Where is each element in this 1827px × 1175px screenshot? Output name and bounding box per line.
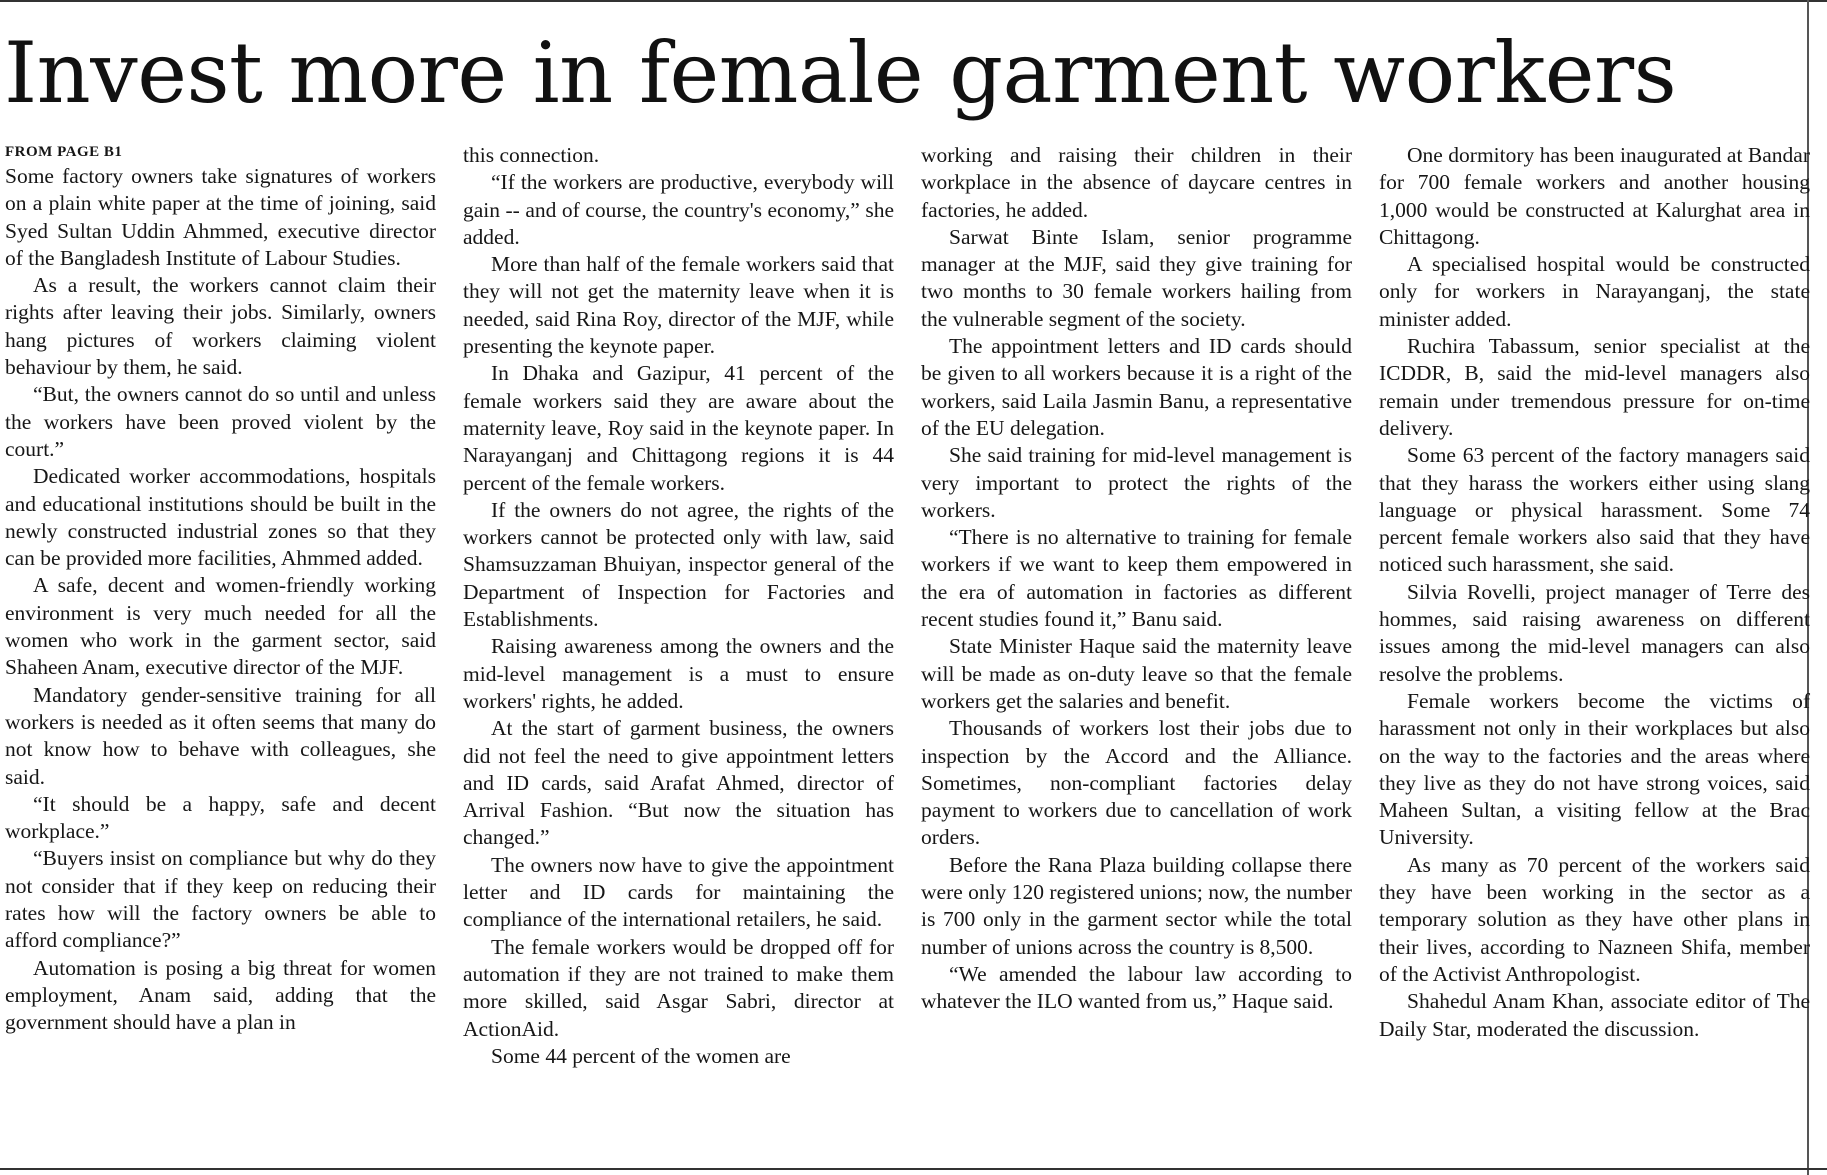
paragraph: Before the Rana Plaza building collapse there were only 120 registered unions; now, the number is 700 only in the garment sector while the total number of unions across the country is 8,500. [921, 852, 1352, 959]
paragraph: She said training for mid-level management is very important to protect the rights of the workers. [921, 443, 1352, 522]
top-rule [0, 0, 1827, 2]
paragraph: Shahedul Anam Khan, associate editor of The Daily Star, moderated the discussion. [1379, 989, 1810, 1041]
paragraph: Dedicated worker accommodations, hospitals and educational institutions should be built in the newly constructed industrial zones so that they can be provided more facilities, Ahmmed added. [5, 464, 436, 571]
paragraph: “But, the owners cannot do so until and unless the workers have been proved violent by the court.” [5, 382, 436, 461]
paragraph: As many as 70 percent of the workers said they have been working in the sector as a temporary solution as they have other plans in their lives, according to Nazneen Shifa, member of the Activist Anthropologist. [1379, 852, 1810, 986]
paragraph: Automation is posing a big threat for women employment, Anam said, adding that the government should have a plan in [5, 955, 436, 1035]
paragraph: A safe, decent and women-friendly working environment is very much needed for all the women who work in the garment sector, said Shaheen Anam, executive director of the MJF. [5, 573, 436, 680]
paragraph: “We amended the labour law according to whatever the ILO wanted from us,” Haque said. [921, 961, 1352, 1014]
headline: Invest more in female garment workers [4, 24, 1677, 122]
paragraph: The female workers would be dropped off for automation if they are not trained to make them more skilled, said Asgar Sabri, director at ActionAid. [463, 934, 894, 1041]
paragraph: Silvia Rovelli, project manager of Terre des hommes, said raising awareness on different issues among the mid-level managers can also resolve the problems. [1379, 579, 1810, 686]
paragraph: If the owners do not agree, the rights of the workers cannot be protected only with law, said Shamsuzzaman Bhuiyan, inspector general of the Department of Inspection for Factories and Establishments. [463, 497, 894, 632]
paragraph: “Buyers insist on compliance but why do they not consider that if they keep on reducing their rates how will the factory owners be able to afford compliance?” [5, 846, 436, 953]
paragraph: “There is no alternative to training for female workers if we want to keep them empowered in the era of automation in factories as different recent studies found it,” Banu said. [921, 525, 1352, 632]
paragraph: Raising awareness among the owners and the mid-level management is a must to ensure workers' rights, he added. [463, 634, 894, 713]
bottom-rule [0, 1168, 1827, 1170]
paragraph: Sarwat Binte Islam, senior programme manager at the MJF, said they give training for two months to 30 female workers hailing from the vulnerable segment of the society. [921, 224, 1352, 331]
paragraph: At the start of garment business, the owners did not feel the need to give appointment letters and ID cards, said Arafat Ahmed, director of Arrival Fashion. “But now the situation has changed.” [463, 716, 894, 850]
paragraph: Some factory owners take signatures of workers on a plain white paper at the time of joining, said Syed Sultan Uddin Ahmmed, executive director of the Bangladesh Institute of Labour Studies. [5, 164, 436, 270]
column-4 [1379, 142, 1810, 1152]
paragraph: Mandatory gender-sensitive training for all workers is needed as it often seems that many do not know how to behave with colleagues, she said. [5, 682, 436, 789]
paragraph: The owners now have to give the appointment letter and ID cards for maintaining the compliance of the international retailers, he said. [463, 852, 894, 932]
paragraph: As a result, the workers cannot claim their rights after leaving their jobs. Similarly, owners hang pictures of workers claiming violent behaviour by them, he said. [5, 273, 436, 380]
paragraph: In Dhaka and Gazipur, 41 percent of the female workers said they are aware about the maternity leave, Roy said in the keynote paper. In Narayanganj and Chittagong regions it is 44 percent of the female workers. [463, 361, 894, 495]
paragraph: Thousands of workers lost their jobs due to inspection by the Accord and the Alliance. Sometimes, non-compliant factories delay payment to workers due to cancellation of work orders. [921, 716, 1352, 850]
paragraph: Female workers become the victims of harassment not only in their workplaces but also on the way to the factories and the areas where they live as they do not have strong voices, said Maheen Sultan, a visiting fellow at the Brac University. [1379, 688, 1810, 850]
column-3 [921, 142, 1352, 1152]
article-body [5, 142, 1810, 1152]
paragraph: Some 44 percent of the women are [491, 1043, 791, 1068]
paragraph: working and raising their children in their workplace in the absence of daycare centres in factories, he added. [921, 143, 1352, 222]
column-1 [5, 142, 436, 1152]
column-2 [463, 142, 894, 1152]
continuation-kicker: FROM PAGE B1 [5, 144, 123, 160]
paragraph: One dormitory has been inaugurated at Bandar for 700 female workers and another housing 1,000 would be constructed at Kalurghat area in Chittagong. [1379, 143, 1810, 249]
paragraph: Ruchira Tabassum, senior specialist at the ICDDR, B, said the mid-level managers also remain under tremendous pressure for on-time delivery. [1379, 334, 1810, 440]
paragraph: State Minister Haque said the maternity leave will be made as on-duty leave so that the female workers get the salaries and benefit. [921, 634, 1352, 713]
paragraph: this connection. [463, 143, 600, 167]
paragraph: Some 63 percent of the factory managers said that they harass the workers either using slang language or physical harassment. Some 74 percent female workers also said that they have noticed such harassment, she said. [1379, 443, 1810, 577]
paragraph: “It should be a happy, safe and decent workplace.” [5, 791, 436, 844]
paragraph: The appointment letters and ID cards should be given to all workers because it is a right of the workers, said Laila Jasmin Banu, a representative of the EU delegation. [921, 334, 1352, 440]
paragraph: “If the workers are productive, everybody will gain -- and of course, the country's economy,” she added. [463, 170, 894, 249]
paragraph: More than half of the female workers said that they will not get the maternity leave when it is needed, said Rina Roy, director of the MJF, while presenting the keynote paper. [463, 252, 894, 359]
paragraph: A specialised hospital would be constructed only for workers in Narayanganj, the state minister added. [1379, 252, 1810, 331]
